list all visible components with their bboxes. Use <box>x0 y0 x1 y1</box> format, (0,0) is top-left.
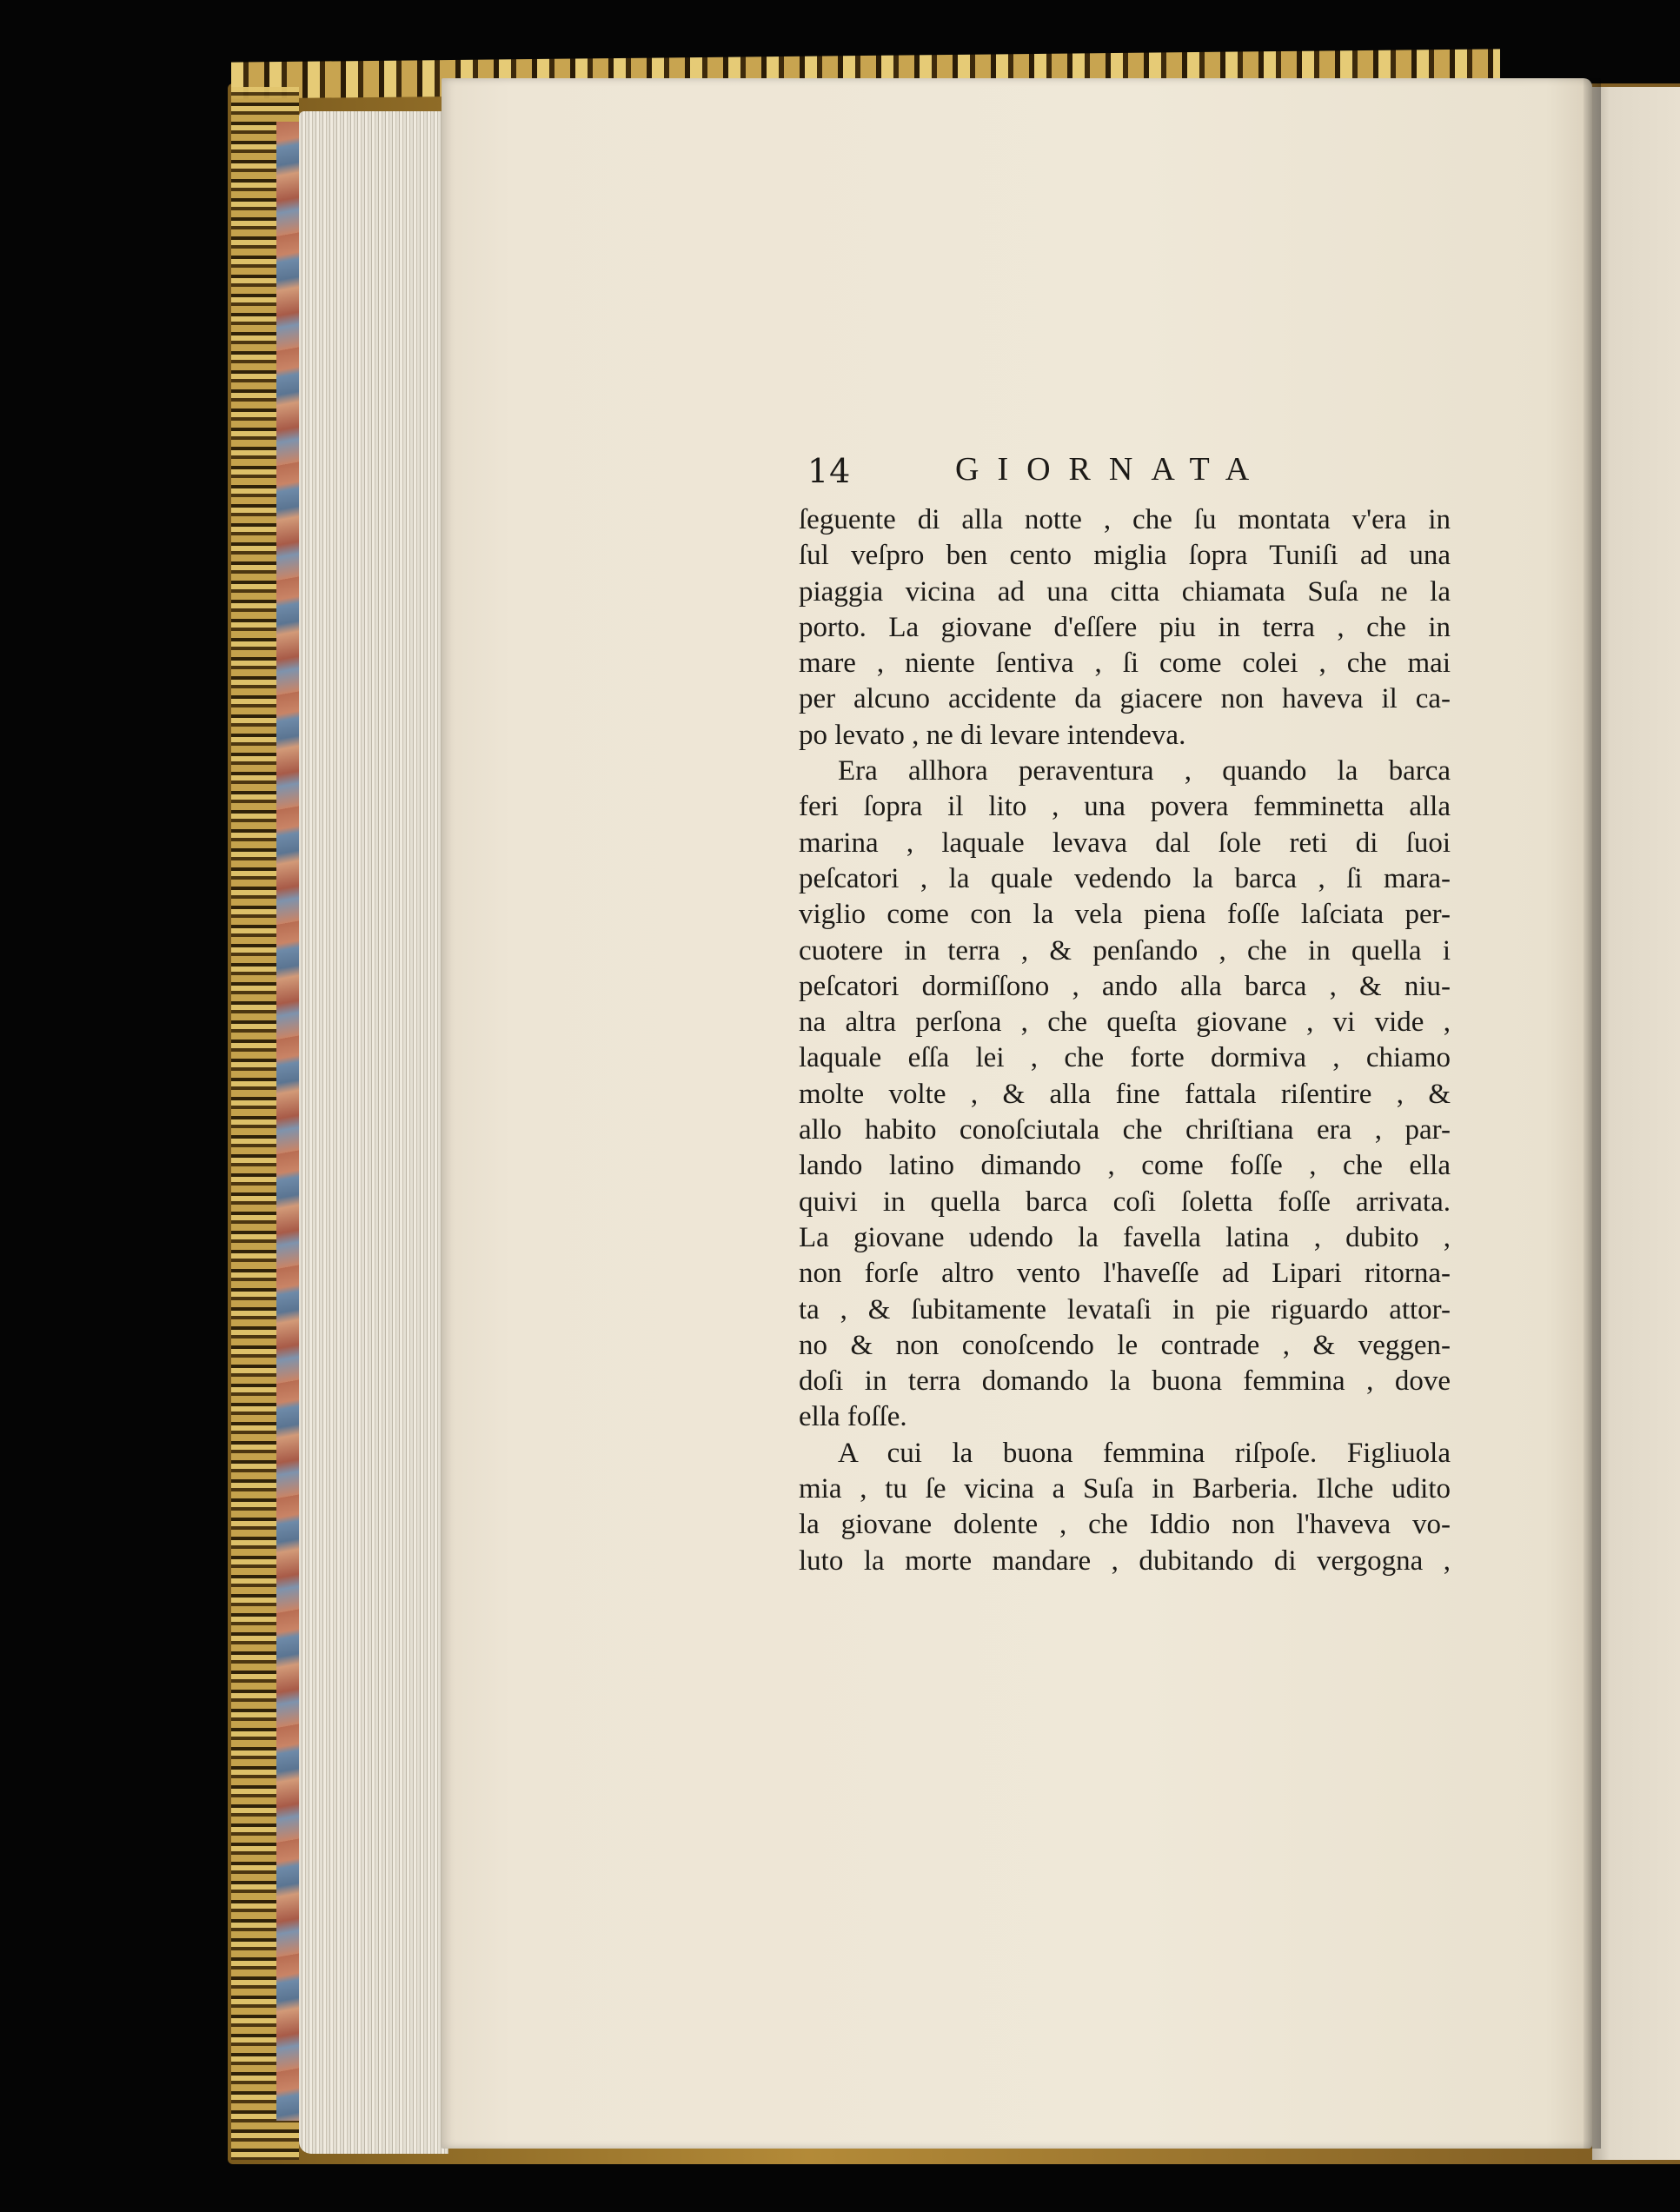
text-line: luto la morte mandare , dubitando di vergogna , <box>799 1544 1451 1577</box>
text-line: mare , niente ſentiva , ſi come colei , che mai <box>799 648 1451 680</box>
text-line: piaggia vicina ad una citta chiamata Suſa ne la <box>799 575 1451 608</box>
text-line: cuotere in terra , & penſando , che in quella i <box>799 934 1451 967</box>
body-text <box>799 502 1451 1579</box>
text-line: doſi in terra domando la buona femmina , dove <box>799 1365 1451 1398</box>
text-line: feri ſopra il lito , una povera femminetta alla <box>799 791 1451 823</box>
text-line: laquale eſſa lei , che forte dormiva , chiamo <box>799 1042 1451 1074</box>
text-line: viglio come con la vela piena foſſe laſciata per- <box>799 899 1451 931</box>
running-head <box>799 448 1451 499</box>
text-line: lando latino dimando , come foſſe , che ella <box>799 1150 1451 1182</box>
text-line: non forſe altro vento l'haveſſe ad Lipari ritorna- <box>799 1258 1451 1290</box>
paragraph <box>799 502 1451 754</box>
text-line: ta , & ſubitamente levataſi in pie riguardo attor- <box>799 1293 1451 1325</box>
text-line: ſul veſpro ben cento miglia ſopra Tuniſi ad una <box>799 540 1451 572</box>
text-line: po levato , ne di levare intendeva. <box>799 719 1186 751</box>
text-line: no & non conoſcendo le contrade , & veggen- <box>799 1329 1451 1361</box>
text-line: la giovane dolente , che Iddio non l'haveva vo- <box>799 1509 1451 1541</box>
text-line: Era allhora peraventura , quando la barca <box>838 755 1451 787</box>
text-line: La giovane udendo la favella latina , dubito , <box>799 1221 1451 1253</box>
text-line: peſcatori , la quale vedendo la barca , ſi mara- <box>799 862 1451 894</box>
text-line: per alcuno accidente da giacere non haveva il ca- <box>799 683 1451 715</box>
paragraph <box>799 1436 1451 1579</box>
running-head-title: GIORNATA <box>955 451 1268 488</box>
text-block <box>799 448 1451 1579</box>
text-line: na altra perſona , che queſta giovane , vi vide , <box>799 1006 1451 1039</box>
text-line: ella foſſe. <box>799 1401 907 1433</box>
facing-page-edge <box>1592 87 1680 2160</box>
text-line: quivi in quella barca coſi ſoletta foſſe arrivata. <box>799 1186 1451 1218</box>
text-line: molte volte , & alla fine fattala riſentire , & <box>799 1078 1451 1110</box>
text-line: porto. La giovane d'eſſere piu in terra , che in <box>799 611 1451 643</box>
page-edges <box>299 111 448 2154</box>
paragraph <box>799 754 1451 1436</box>
page-number: 14 <box>807 452 852 490</box>
text-line: peſcatori dormiſſono , ando alla barca , & niu- <box>799 970 1451 1002</box>
text-line: marina , laquale levava dal ſole reti di ſuoi <box>799 827 1451 859</box>
text-line: allo habito conoſciutala che chriſtiana era , par- <box>799 1114 1451 1146</box>
text-line: A cui la buona femmina riſpoſe. Figliuola <box>838 1437 1451 1469</box>
text-line: mia , tu ſe vicina a Suſa in Barberia. Ilche udito <box>799 1473 1451 1505</box>
gutter-shadow <box>1584 78 1601 2149</box>
text-line: ſeguente di alla notte , che ſu montata v'era in <box>799 504 1451 535</box>
